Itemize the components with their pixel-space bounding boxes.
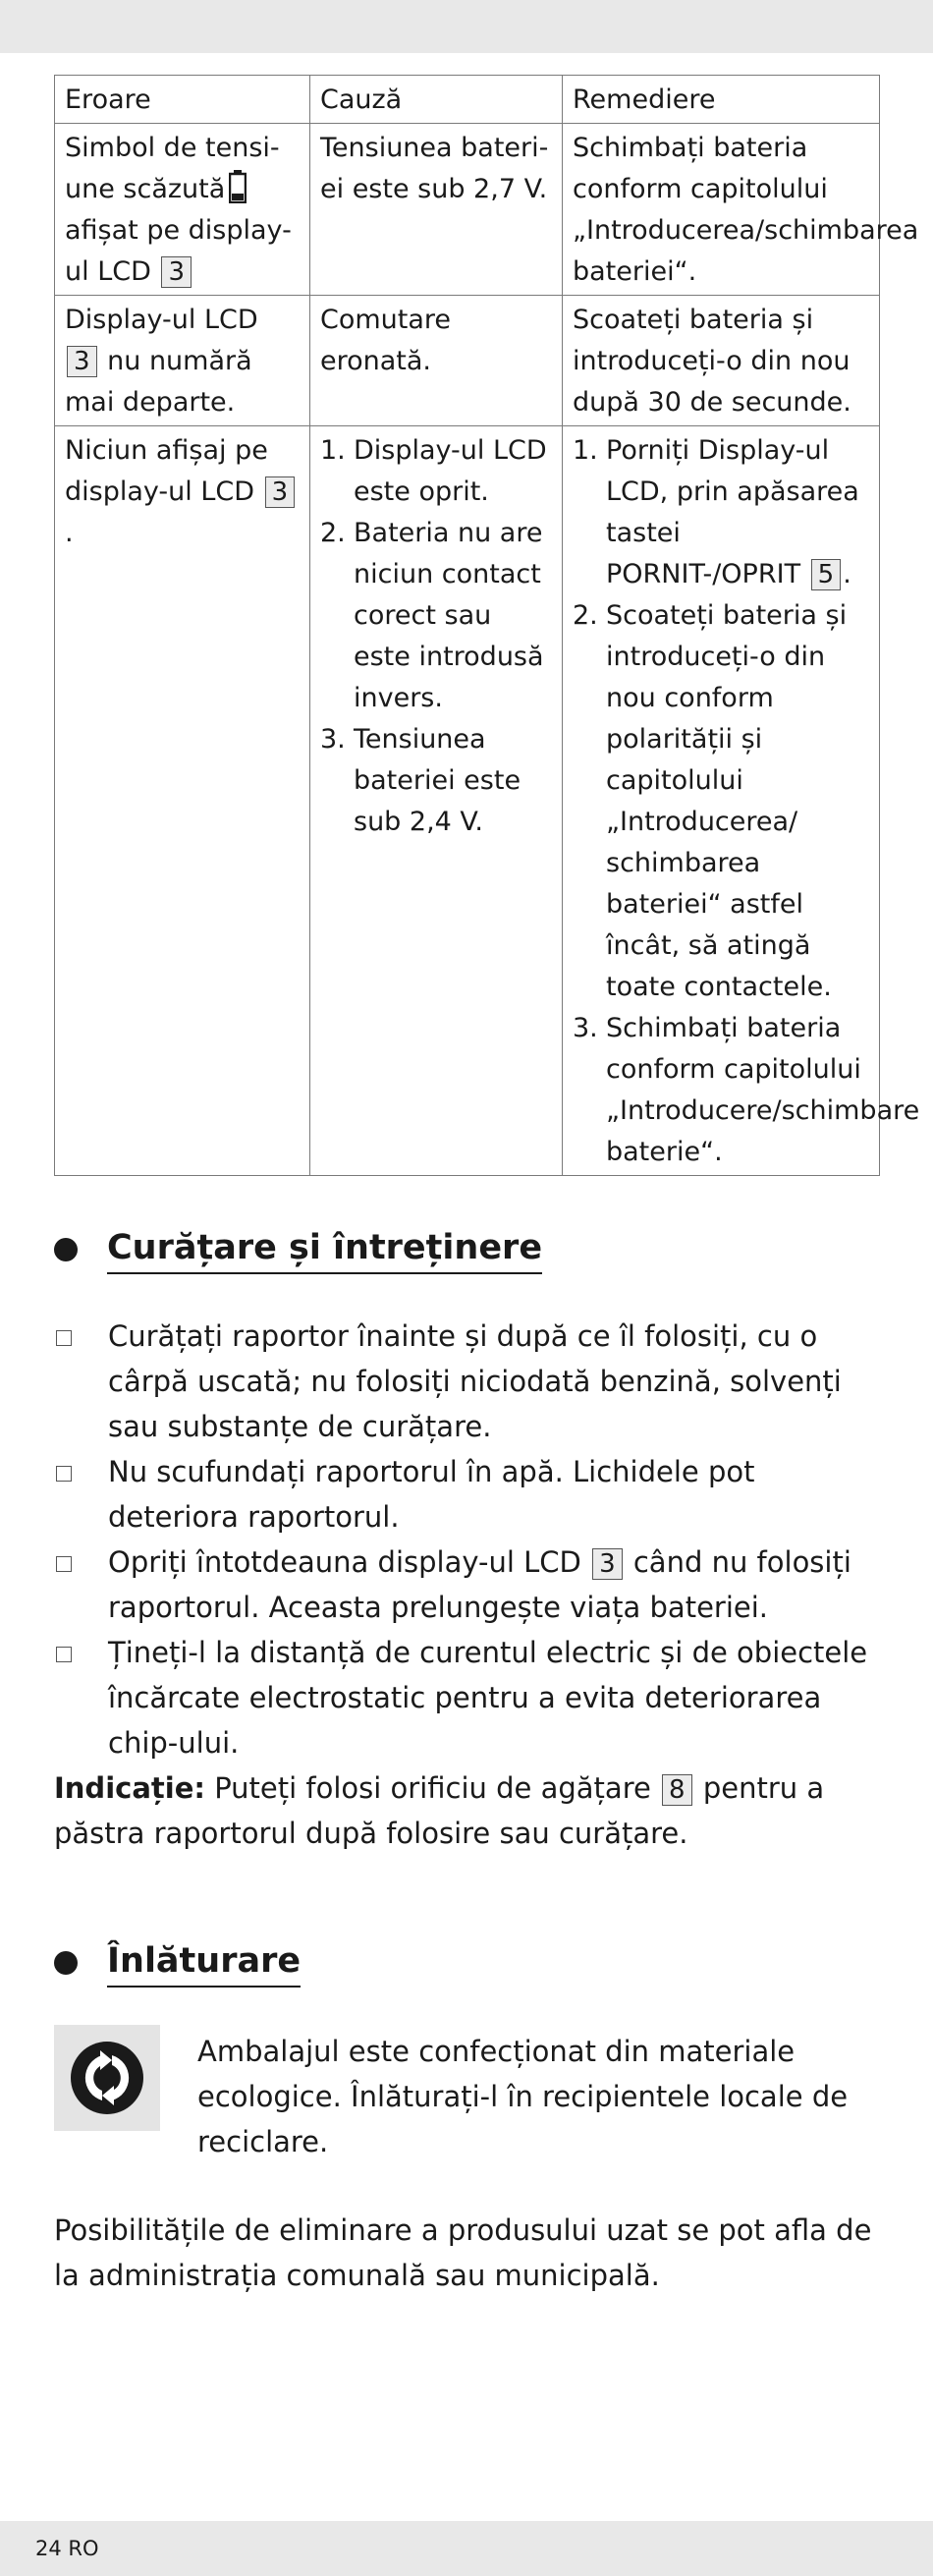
disposal-section <box>54 1938 879 2298</box>
list-item: 2. Bateria nu are niciun contact corect sau este introdusă invers. <box>320 518 544 713</box>
page-footer <box>0 2521 933 2576</box>
section-title: Înlăturare <box>107 1938 301 1988</box>
list-item: 1. Display-ul LCD este oprit. <box>320 435 547 507</box>
top-band <box>0 0 933 53</box>
table-row <box>55 296 880 426</box>
list-item: Opriți întotdeauna display-ul LCD 3 când nu folosiți raportorul. Aceasta prelungește viața bateriei. <box>54 1540 879 1630</box>
header-cause: Cauză <box>310 76 563 124</box>
low-battery-icon <box>229 170 247 203</box>
list-item: Țineți-l la distanță de curentul electric și de obiectele încărcate electrostatic pentru a evita deteriorarea chip-ului. <box>54 1630 879 1765</box>
row3-remedy <box>563 426 920 1176</box>
row1-remedy: Schimbați bateria conform capitolului „Introducerea/schimbarea bateriei“. <box>563 124 880 296</box>
list-item: Curățați raportor înainte și după ce îl folosiți, cu o cârpă uscată; nu folosiți niciodată benzină, solvenți sau substanțe de curățare. <box>54 1314 879 1449</box>
list-item: 1. Porniți Display-ul LCD, prin apăsarea tastei PORNIT-/OPRIT 5 . <box>573 435 859 589</box>
lcd-ref: 3 <box>265 476 296 508</box>
packaging-text: Ambalajul este confecționat din materiale ecologice. Înlăturați-l în recipientele locale de reciclare. <box>197 2035 849 2158</box>
row2-error: Display-ul LCD 3 nu numără mai departe. <box>55 296 310 426</box>
list-item: Nu scufundați raportorul în apă. Lichidele pot deteriora raportorul. <box>54 1449 879 1540</box>
header-error: Eroare <box>55 76 310 124</box>
cleaning-section <box>54 1225 879 1856</box>
page-number: 24 RO <box>35 2537 99 2560</box>
hanging-hole-ref: 8 <box>662 1774 692 1806</box>
row3-error: Niciun afișaj pe display-ul LCD 3. <box>55 426 310 1176</box>
table-row <box>55 426 880 1176</box>
list-item: 3. Tensiunea bateriei este sub 2,4 V. <box>320 724 521 837</box>
section-title: Curățare și întreținere <box>107 1225 542 1274</box>
square-bullet-icon <box>56 1556 72 1572</box>
table-row <box>55 124 880 296</box>
disposal-paragraph: Posibilitățile de eliminare a produsului uzat se pot afla de la administrația comunală sau municipală. <box>54 2213 872 2292</box>
lcd-ref: 3 <box>161 256 192 288</box>
section-bullet-icon <box>54 1238 78 1261</box>
page-content <box>54 75 920 2298</box>
power-button-ref: 5 <box>811 559 842 590</box>
table-header-row <box>55 76 880 124</box>
green-dot-recycle-icon <box>54 2025 160 2131</box>
lcd-ref: 3 <box>592 1548 623 1580</box>
section-bullet-icon <box>54 1951 78 1975</box>
note-paragraph: Indicație: Puteți folosi orificiu de agățare 8 pentru a păstra raportorul după folosire sau curățare. <box>54 1771 825 1850</box>
cleaning-list <box>54 1314 879 1765</box>
list-item: 3. Schimbați bateria conform capitolului „Introducere/schimbare baterie“. <box>573 1013 920 1167</box>
header-remedy: Remediere <box>563 76 880 124</box>
row2-cause: Comutare eronată. <box>310 296 563 426</box>
lcd-ref: 3 <box>67 346 97 377</box>
row1-error: Simbol de tensi- une scăzută afișat pe display- ul LCD 3 <box>55 124 310 296</box>
square-bullet-icon <box>56 1466 72 1482</box>
square-bullet-icon <box>56 1647 72 1662</box>
troubleshooting-table <box>54 75 920 1176</box>
row2-remedy: Scoateți bateria și introduceți-o din nou după 30 de secunde. <box>563 296 880 426</box>
row3-cause <box>310 426 563 1176</box>
list-item: 2. Scoateți bateria și introduceți-o din nou conform polarității și capitolului „Introducerea/ schimbarea bateriei“ astfel încât, să atingă toate contactele. <box>573 600 848 1002</box>
square-bullet-icon <box>56 1330 72 1346</box>
row1-cause: Tensiunea bateri-ei este sub 2,7 V. <box>310 124 563 296</box>
